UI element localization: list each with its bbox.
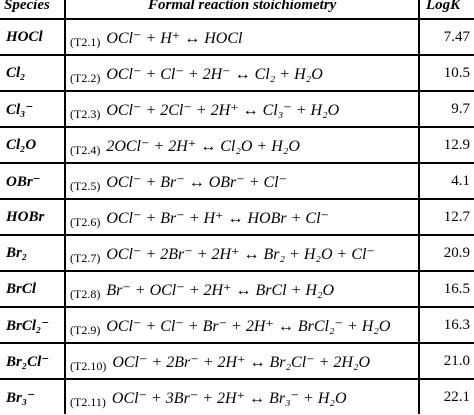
reaction-equation: Br⁻ + OCl⁻ + 2H⁺ ↔ BrCl + H₂O <box>106 281 335 299</box>
reaction-number: (T2.7) <box>70 251 101 265</box>
table-row <box>0 164 474 199</box>
reaction-cell <box>70 308 418 343</box>
reaction-cell <box>70 200 418 235</box>
logk-cell: 12.7 <box>443 209 470 225</box>
logk-cell: 21.0 <box>443 353 470 369</box>
reaction-equation: OCl⁻ + Br⁻ + H⁺ ↔ HOBr + Cl⁻ <box>106 209 329 227</box>
header-logk: LogK <box>426 0 461 13</box>
reaction-equation: OCl⁻ + Br⁻ ↔ OBr⁻ + Cl⁻ <box>106 173 288 191</box>
logk-cell: 9.7 <box>451 101 470 117</box>
table-row <box>0 308 474 343</box>
species-cell: Br₂Cl⁻ <box>6 354 50 370</box>
table-row <box>0 56 474 91</box>
reaction-number: (T2.9) <box>70 323 101 337</box>
species-cell: Cl₂ <box>6 65 26 81</box>
species-cell: Cl₃⁻ <box>6 102 34 118</box>
reaction-number: (T2.11) <box>70 395 106 409</box>
reaction-equation: OCl⁻ + Cl⁻ + 2H⁻ ↔ Cl₂ + H₂O <box>106 65 323 83</box>
table-row <box>0 380 474 415</box>
species-cell: OBr⁻ <box>6 174 41 190</box>
reaction-number: (T2.6) <box>70 215 101 229</box>
reaction-equation: OCl⁻ + 2Br⁻ + 2H⁺ ↔ Br₂Cl⁻ + 2H₂O <box>112 353 371 371</box>
reaction-equation: OCl⁻ + H⁺ ↔ HOCl <box>106 29 243 47</box>
header-reaction: Formal reaction stoichiometry <box>148 0 337 13</box>
reaction-number: (T2.8) <box>70 287 101 301</box>
reaction-cell <box>70 380 418 415</box>
reaction-number: (T2.3) <box>70 107 101 121</box>
reaction-cell <box>70 56 418 91</box>
table-row <box>0 92 474 127</box>
species-cell: BrCl <box>6 281 37 297</box>
reaction-number: (T2.1) <box>70 35 101 49</box>
table-row <box>0 344 474 379</box>
reaction-equation: OCl⁻ + Cl⁻ + Br⁻ + 2H⁺ ↔ BrCl₂⁻ + H₂O <box>106 317 391 335</box>
reaction-equation: OCl⁻ + 2Cl⁻ + 2H⁺ ↔ Cl₃⁻ + H₂O <box>106 101 340 119</box>
logk-cell: 4.1 <box>451 173 470 189</box>
logk-cell: 16.5 <box>443 281 470 297</box>
species-cell: Br₃⁻ <box>6 390 35 406</box>
table-row <box>0 20 474 55</box>
reaction-cell <box>70 236 418 271</box>
logk-cell: 12.9 <box>443 137 470 153</box>
reaction-cell <box>70 20 418 55</box>
reaction-number: (T2.10) <box>70 359 107 373</box>
species-cell: BrCl₂⁻ <box>6 318 50 334</box>
reaction-cell <box>70 128 418 163</box>
reaction-equation: OCl⁻ + 3Br⁻ + 2H⁺ ↔ Br₃⁻ + H₂O <box>111 389 347 407</box>
table-row <box>0 128 474 163</box>
table-header <box>0 0 474 18</box>
reaction-cell <box>70 344 418 379</box>
species-cell: Br₂ <box>6 245 28 261</box>
table-row <box>0 272 474 307</box>
reaction-cell <box>70 92 418 127</box>
species-cell: HOBr <box>6 209 45 225</box>
reaction-equation: OCl⁻ + 2Br⁻ + 2H⁺ ↔ Br₂ + H₂O + Cl⁻ <box>106 245 375 263</box>
table-row <box>0 236 474 271</box>
species-cell: HOCl <box>6 29 43 45</box>
reaction-equation: 2OCl⁻ + 2H⁺ ↔ Cl₂O + H₂O <box>106 137 300 155</box>
species-cell: Cl₂O <box>6 137 37 153</box>
reaction-number: (T2.4) <box>70 143 101 157</box>
logk-cell: 16.3 <box>443 317 470 333</box>
logk-cell: 7.47 <box>443 29 470 45</box>
header-species: Species <box>4 0 50 13</box>
reaction-cell <box>70 164 418 199</box>
reaction-number: (T2.5) <box>70 179 101 193</box>
reaction-cell <box>70 272 418 307</box>
reaction-number: (T2.2) <box>70 71 101 85</box>
logk-cell: 10.5 <box>443 65 470 81</box>
logk-cell: 20.9 <box>443 245 470 261</box>
logk-cell: 22.1 <box>443 389 470 405</box>
table-row <box>0 200 474 235</box>
